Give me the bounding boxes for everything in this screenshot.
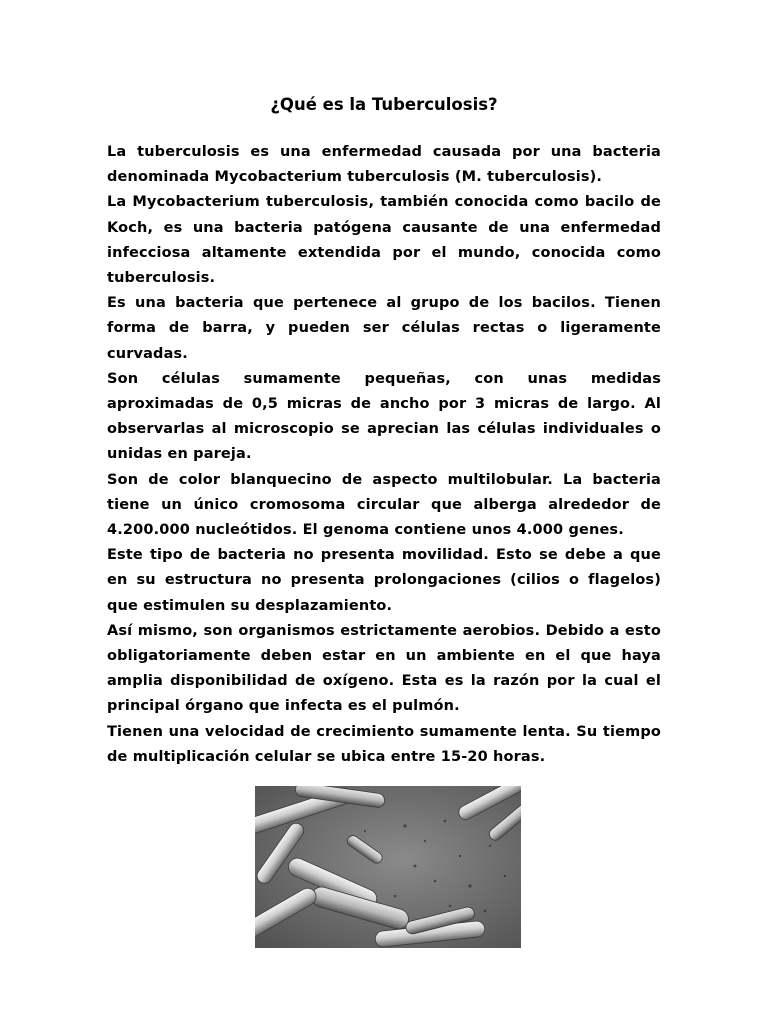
paragraph: La tuberculosis es una enfermedad causada por una bacteria denominada Mycobacterium tuberculosis (M. tuberculosis). — [107, 144, 661, 186]
page-title: ¿Qué es la Tuberculosis? — [270, 95, 498, 114]
paragraph: Este tipo de bacteria no presenta movilidad. Esto se debe a que en su estructura no presenta prolongaciones (cilios o flagelos) que estimulen su desplazamiento. — [107, 547, 661, 614]
paragraph: Son de color blanquecino de aspecto multilobular. La bacteria tiene un único cromosoma circular que alberga alrededor de 4.200.000 nucleótidos. El genoma contiene unos 4.000 genes. — [107, 471, 661, 539]
paragraph: Así mismo, son organismos estrictamente aerobios. Debido a esto obligatoriamente deben estar en un ambiente en el que haya amplia disponibilidad de oxígeno. Esta es la razón por la cual el principal órgano que infecta es el pulmón. — [107, 622, 661, 715]
paragraph: La Mycobacterium tuberculosis, también conocida como bacilo de Koch, es una bacteria patógena causante de una enfermedad infecciosa altamente extendida por el mundo, conocida como tuberculosis. — [107, 194, 661, 287]
paragraph: Tienen una velocidad de crecimiento sumamente lenta. Su tiempo de multiplicación celular se ubica entre 15-20 horas. — [107, 723, 661, 765]
paragraph: Son células sumamente pequeñas, con unas medidas aproximadas de 0,5 micras de ancho por 3 micras de largo. Al observarlas al microscopio se aprecian las células individuales o unidas en pareja. — [107, 370, 661, 463]
bacteria-micrograph-image — [255, 786, 521, 948]
document-body — [107, 140, 661, 770]
paragraph: Es una bacteria que pertenece al grupo de los bacilos. Tienen forma de barra, y pueden ser células rectas o ligeramente curvadas. — [107, 295, 661, 362]
